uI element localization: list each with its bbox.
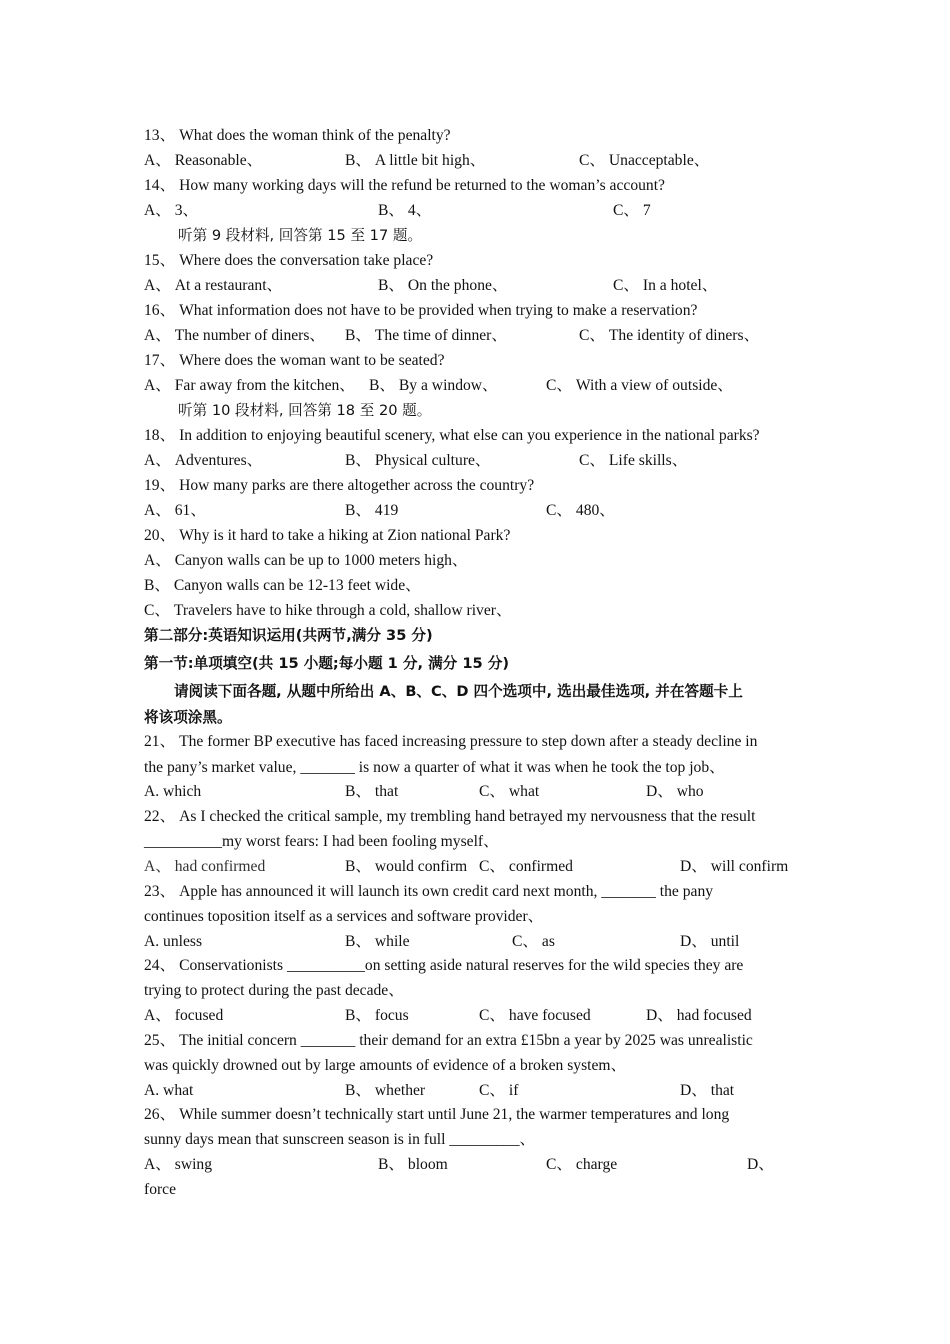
q14-option-c: C、 7	[613, 202, 651, 219]
section-1-title: 第一节:单项填空(共 15 小题;每小题 1 分, 满分 15 分)	[144, 655, 509, 672]
q22-option-b: B、 would confirm	[345, 858, 468, 875]
q14-option-b: B、 4、	[378, 202, 432, 219]
q16-option-a: A、 The number of diners、	[144, 327, 326, 344]
q21-option-d: D、 who	[646, 783, 704, 800]
question-18-options	[144, 451, 844, 471]
q18-option-c: C、 Life skills、	[579, 452, 688, 469]
question-15-stem: 15、 Where does the conversation take place?	[144, 252, 434, 269]
q13-option-c: C、 Unacceptable、	[579, 152, 710, 169]
question-20-stem: 20、 Why is it hard to take a hiking at Zion national Park?	[144, 527, 511, 544]
q26-option-b: B、 bloom	[378, 1156, 448, 1173]
question-25-stem-line-1: 25、 The initial concern _______ their demand for an extra £15bn a year by 2025 was unrealistic	[144, 1032, 753, 1049]
q22-option-c: C、 confirmed	[479, 858, 573, 875]
instruction-line-1: 请阅读下面各题, 从题中所给出 A、B、C、D 四个选项中, 选出最佳选项, 并在答题卡上	[174, 683, 743, 700]
q15-option-b: B、 On the phone、	[378, 277, 508, 294]
q23-option-d: D、 until	[680, 933, 740, 950]
q19-option-a: A、 61、	[144, 502, 206, 519]
q14-option-a: A、 3、	[144, 202, 199, 219]
q23-option-c: C、 as	[512, 933, 555, 950]
question-24-options	[144, 1006, 844, 1026]
q18-option-b: B、 Physical culture、	[345, 452, 491, 469]
q15-option-c: C、 In a hotel、	[613, 277, 718, 294]
question-16-options	[144, 326, 844, 346]
question-19-options	[144, 501, 844, 521]
question-24-stem-line-1: 24、 Conservationists __________on setting aside natural reserves for the wild species they are	[144, 957, 744, 974]
q21-option-c: C、 what	[479, 783, 540, 800]
q20-option-c: C、 Travelers have to hike through a cold, shallow river、	[144, 602, 512, 619]
question-16-stem: 16、 What information does not have to be provided when trying to make a reservation?	[144, 302, 698, 319]
segment-9-instruction: 听第 9 段材料, 回答第 15 至 17 题。	[178, 227, 423, 244]
q25-option-d: D、 that	[680, 1082, 735, 1099]
q15-option-a: A、 At a restaurant、	[144, 277, 283, 294]
q19-option-b: B、 419	[345, 502, 399, 519]
question-26-stem-line-2: sunny days mean that sunscreen season is in full _________、	[144, 1131, 536, 1148]
question-13-options	[144, 151, 844, 171]
part-2-title: 第二部分:英语知识运用(共两节,满分 35 分)	[144, 627, 433, 644]
question-23-stem-line-2: continues toposition itself as a services and software provider、	[144, 908, 544, 925]
question-19-stem: 19、 How many parks are there altogether across the country?	[144, 477, 535, 494]
q22-option-a: A、 had confirmed	[144, 858, 266, 875]
q20-option-b: B、 Canyon walls can be 12-13 feet wide、	[144, 577, 421, 594]
q26-option-d: D、	[747, 1156, 774, 1173]
q13-option-b: B、 A little bit high、	[345, 152, 486, 169]
question-21-stem-line-1: 21、 The former BP executive has faced increasing pressure to step down after a steady decline in	[144, 733, 758, 750]
q21-option-a: A. which	[144, 783, 202, 800]
question-18-stem: 18、 In addition to enjoying beautiful scenery, what else can you experience in the national parks?	[144, 427, 760, 444]
q20-option-a: A、 Canyon walls can be up to 1000 meters high、	[144, 552, 468, 569]
q16-option-b: B、 The time of dinner、	[345, 327, 507, 344]
q23-option-a: A. unless	[144, 933, 203, 950]
q25-option-c: C、 if	[479, 1082, 519, 1099]
question-21-stem-line-2: the pany’s market value, _______ is now a quarter of what it was when he took the top job、	[144, 759, 725, 776]
q25-option-b: B、 whether	[345, 1082, 426, 1099]
question-25-stem-line-2: was quickly drowned out by large amounts of evidence of a broken system、	[144, 1057, 627, 1074]
q26-option-d-word: force	[144, 1181, 177, 1198]
question-23-options	[144, 932, 844, 952]
q13-option-a: A、 Reasonable、	[144, 152, 263, 169]
question-21-options	[144, 782, 844, 802]
q22-option-d: D、 will confirm	[680, 858, 789, 875]
question-26-stem-line-1: 26、 While summer doesn’t technically start until June 21, the warmer temperatures and long	[144, 1106, 730, 1123]
question-22-stem-line-2: __________my worst fears: I had been fooling myself、	[144, 833, 499, 850]
q24-option-b: B、 focus	[345, 1007, 409, 1024]
q24-option-c: C、 have focused	[479, 1007, 591, 1024]
question-25-options	[144, 1081, 844, 1101]
question-14-options	[144, 201, 844, 221]
question-23-stem-line-1: 23、 Apple has announced it will launch its own credit card next month, _______ the pany	[144, 883, 714, 900]
q26-option-c: C、 charge	[546, 1156, 618, 1173]
q18-option-a: A、 Adventures、	[144, 452, 263, 469]
q24-option-d: D、 had focused	[646, 1007, 752, 1024]
q16-option-c: C、 The identity of diners、	[579, 327, 760, 344]
question-22-options	[144, 857, 844, 877]
question-14-stem: 14、 How many working days will the refund be returned to the woman’s account?	[144, 177, 665, 194]
segment-10-instruction: 听第 10 段材料, 回答第 18 至 20 题。	[178, 402, 432, 419]
q17-option-b: B、 By a window、	[369, 377, 498, 394]
q23-option-b: B、 while	[345, 933, 410, 950]
question-17-stem: 17、 Where does the woman want to be seated?	[144, 352, 445, 369]
question-26-options	[144, 1155, 844, 1175]
q24-option-a: A、 focused	[144, 1007, 224, 1024]
question-13-stem: 13、 What does the woman think of the penalty?	[144, 127, 451, 144]
q17-option-a: A、 Far away from the kitchen、	[144, 377, 355, 394]
q19-option-c: C、 480、	[546, 502, 615, 519]
q26-option-a: A、 swing	[144, 1156, 213, 1173]
question-17-options	[144, 376, 844, 396]
question-24-stem-line-2: trying to protect during the past decade、	[144, 982, 404, 999]
q25-option-a: A. what	[144, 1082, 194, 1099]
q21-option-b: B、 that	[345, 783, 399, 800]
q17-option-c: C、 With a view of outside、	[546, 377, 733, 394]
question-22-stem-line-1: 22、 As I checked the critical sample, my trembling hand betrayed my nervousness that the result	[144, 808, 756, 825]
instruction-line-2: 将该项涂黑。	[144, 709, 232, 726]
question-15-options	[144, 276, 844, 296]
